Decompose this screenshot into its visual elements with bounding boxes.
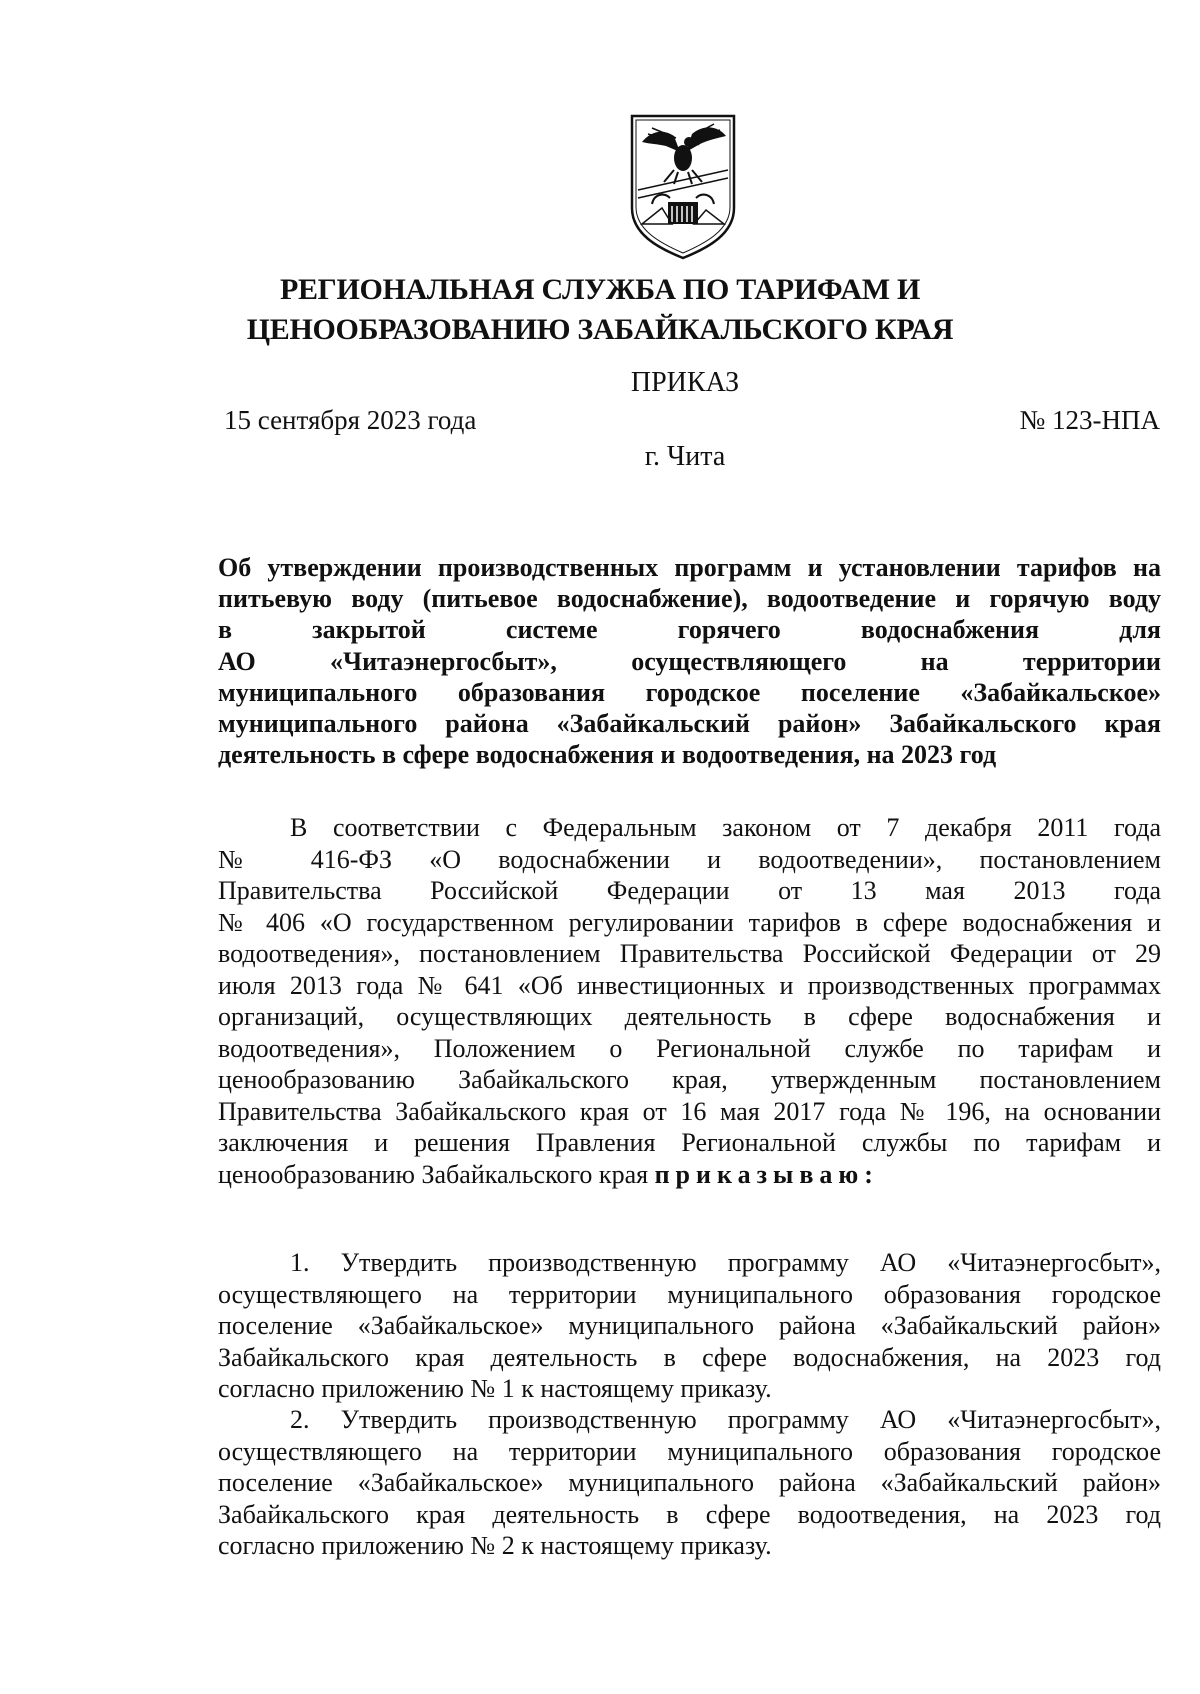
preamble-line: Правительства Забайкальского края от 16 мая 2017 года № 196, на основании xyxy=(218,1096,1161,1126)
item-line: Забайкальского края деятельность в сфере водоотведения, на 2023 год xyxy=(218,1499,1161,1529)
order-item-1 xyxy=(218,1247,1161,1405)
organization-name-line-1: РЕГИОНАЛЬНАЯ СЛУЖБА ПО ТАРИФАМ И xyxy=(279,273,921,306)
subject-line: муниципального образования городское поселение «Забайкальское» xyxy=(218,677,1161,707)
subject-line: в закрытой системе горячего водоснабжения для xyxy=(218,615,1161,645)
item-line: Забайкальского края деятельность в сфере водоснабжения, на 2023 год xyxy=(218,1342,1161,1372)
item-line: осуществляющего на территории муниципального образования городское xyxy=(218,1436,1161,1466)
item-line: согласно приложению № 2 к настоящему приказу. xyxy=(218,1531,772,1560)
preamble-line: заключения и решения Правления Региональной службы по тарифам и xyxy=(218,1128,1161,1157)
preamble-line: водоотведения», постановлением Правительства Российской Федерации от 29 xyxy=(218,939,1161,968)
coat-of-arms-emblem xyxy=(628,112,738,260)
item-line: поселение «Забайкальское» муниципального района «Забайкальский район» xyxy=(218,1311,1161,1340)
document-date: 15 сентября 2023 года xyxy=(224,405,477,435)
document-city: г. Чита xyxy=(644,441,726,472)
subject-line: муниципального района «Забайкальский район» Забайкальского края xyxy=(218,708,1161,738)
preamble-last-line xyxy=(218,1159,1161,1191)
preamble-paragraph xyxy=(218,812,1161,1190)
document-type: ПРИКАЗ xyxy=(630,367,740,398)
item-line: осуществляющего на территории муниципального образования городское xyxy=(218,1279,1161,1309)
subject-line: деятельность в сфере водоснабжения и водоотведения, на 2023 год xyxy=(218,740,997,770)
preamble-line: № 406 «О государственном регулировании тарифов в сфере водоснабжения и xyxy=(218,907,1161,937)
preamble-line: организаций, осуществляющих деятельность в сфере водоснабжения и xyxy=(218,1002,1161,1031)
organization-name xyxy=(160,270,1040,350)
organization-name-line-2: ЦЕНООБРАЗОВАНИЮ ЗАБАЙКАЛЬСКОГО КРАЯ xyxy=(246,313,954,346)
subject-line: питьевую воду (питьевое водоснабжение), водоотведение и горячую воду xyxy=(218,584,1161,614)
preamble-line: В соответствии с Федеральным законом от 7 декабря 2011 года xyxy=(290,813,1161,842)
preamble-line: Правительства Российской Федерации от 13 мая 2013 года xyxy=(218,876,1161,905)
preamble-line: июля 2013 года № 641 «Об инвестиционных и производственных программах xyxy=(218,970,1161,1000)
subject-line: АО «Читаэнергосбыт», осуществляющего на территории xyxy=(218,646,1161,676)
preamble-line: ценообразованию Забайкальского края xyxy=(218,1159,649,1189)
item-line: 1. Утвердить производственную программу АО «Читаэнергосбыт», xyxy=(290,1248,1161,1277)
order-word: приказываю: xyxy=(654,1159,879,1189)
document-subject xyxy=(218,552,1161,770)
preamble-line: водоотведения», Положением о Региональной службе по тарифам и xyxy=(218,1033,1161,1063)
item-line: поселение «Забайкальское» муниципального района «Забайкальский район» xyxy=(218,1468,1161,1497)
preamble-line: ценообразованию Забайкальского края, утвержденным постановлением xyxy=(218,1065,1161,1094)
order-item-2 xyxy=(218,1404,1161,1562)
item-line: 2. Утвердить производственную программу АО «Читаэнергосбыт», xyxy=(290,1405,1161,1434)
subject-line: Об утверждении производственных программ и установлении тарифов на xyxy=(218,553,1161,582)
item-line: согласно приложению № 1 к настоящему приказу. xyxy=(218,1374,772,1403)
preamble-line: № 416-ФЗ «О водоснабжении и водоотведении», постановлением xyxy=(218,844,1161,874)
document-number: № 123-НПА xyxy=(1019,405,1160,435)
